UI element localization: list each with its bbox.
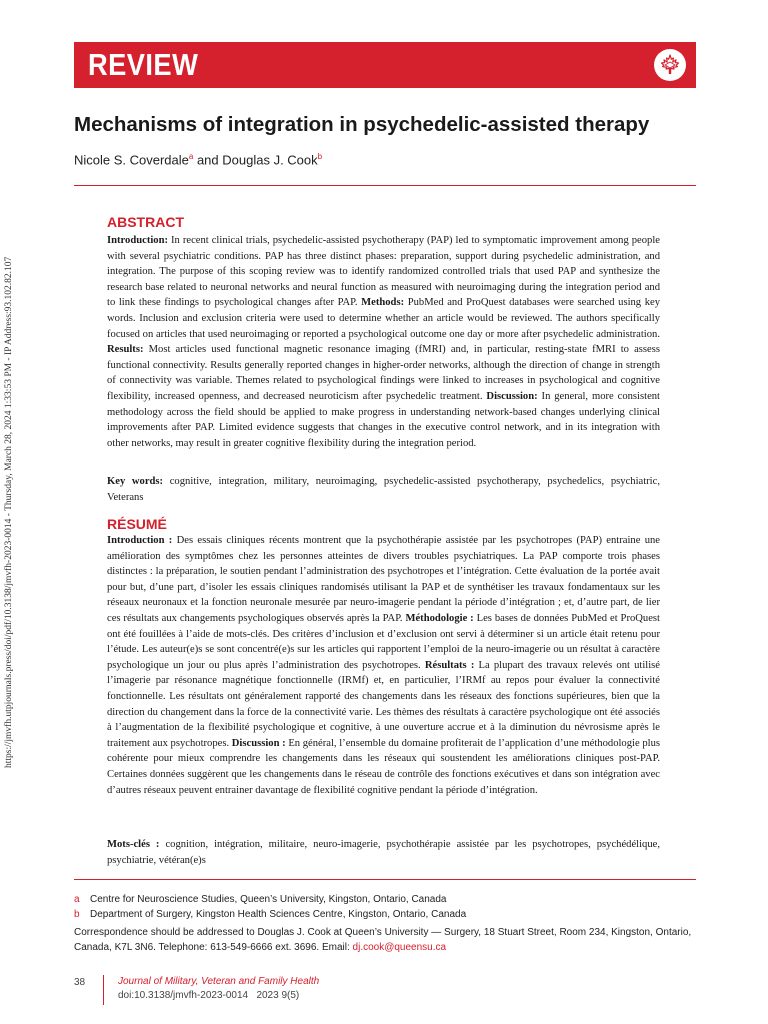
footnote-item [74, 908, 696, 923]
doi-line [118, 990, 299, 1001]
access-watermark: https://jmvfh.utpjournals.press/doi/pdf/10.3138/jmvfh-2023-0014 - Thursday, March 28, 2024 1:33:53 PM - IP Address:93.102.82.107 [4, 256, 14, 768]
motscles-text: cognition, intégration, militaire, neuro-imagerie, psychothérapie assistée par les psychotropes, psychédélique, psychiatrie, vétéran(e)s [107, 839, 660, 866]
resume-results-label: Résultats : [424, 659, 475, 671]
abstract-keywords [107, 474, 660, 505]
affiliation-mark: b [317, 152, 323, 161]
footnote-mark: b [74, 908, 80, 920]
abstract-discussion-text: In general, more consistent methodology across the field should be applied to make progress in understanding network-based changes underlying clinical improvements after PAP. Limited evidence suggests that changes in the executive control network, and in its integration with other networks, may result in greater cognitive flexibility during the integration period. [107, 390, 661, 449]
abstract-intro-label: Introduction: [107, 235, 169, 246]
keywords-text: cognitive, integration, military, neuroimaging, psychedelic-assisted psychotherapy, psychedelics, psychiatric, Veterans [107, 476, 660, 503]
abstract-discussion-label: Discussion: [486, 390, 538, 402]
footnotes [74, 893, 696, 955]
journal-name: Journal of Military, Veteran and Family Health [118, 976, 320, 987]
footnote-mark: a [74, 894, 80, 905]
resume-methods-label: Méthodologie : [405, 612, 474, 624]
author-joiner: and [193, 152, 223, 168]
resume-keywords [107, 837, 660, 868]
footnote-text: Centre for Neuroscience Studies, Queen’s University, Kingston, Ontario, Canada [90, 894, 447, 905]
footnote-text: Department of Surgery, Kingston Health Sciences Centre, Kingston, Ontario, Canada [90, 908, 467, 920]
doi[interactable]: doi:10.3138/jmvfh-2023-0014 [118, 990, 249, 1001]
motscles-label: Mots-clés : [107, 839, 160, 850]
resume-body [107, 533, 660, 798]
correspondence-note [74, 926, 696, 955]
resume-intro-text: Des essais cliniques récents montrent que la psychothérapie assistée par les psychotropes (PAP) entraine une amélioration des symptômes chez les personnes atteintes de divers troubles psychiatriques. La PAP comporte trois phases distinctes : la préparation, le soutien pendant l’administration des psychotropes et l’intégration. Cette évaluation de la portée avait pour but, d’une part, d’isoler les essais cliniques randomisés utilisant la PAP et de synthétiser les travaux fondamentaux sur les réseaux neuronaux et la fonction neuronale mesurée par neuro-imagerie pendant la période d’intégration ; et, d’autre part, de lier ces résultats aux changements psychologiques observés après la PAP. [107, 535, 660, 624]
author-line [74, 152, 322, 167]
resume-discussion-text: En général, l’ensemble du domaine profiterait de l’application d’une méthodologie plus cohérente pour mieux comprendre les changements dans les réseaux qui soustendent les améliorations cliniques post-PAP. Certaines données suggèrent que les changements dans le réseau de contrôle des fonctions exécutives et dans son intégration avec d’autres réseaux peuvent entrainer davantage de flexibilité cognitive pendant la période d’intégration. [107, 737, 660, 796]
abstract-heading: ABSTRACT [107, 214, 184, 230]
footnote-item [74, 893, 696, 908]
abstract-methods-text: PubMed and ProQuest databases were searched using key words. Inclusion and exclusion criteria were used to determine whether an article would be reviewed. The authors specifically focused on articles that used neuroimaging or reported a psychological outcome one day or more after psychedelic administration. [107, 297, 661, 340]
email-link[interactable]: dj.cook@queensu.ca [352, 941, 447, 953]
volume-issue: 2023 9(5) [256, 990, 300, 1001]
page-number: 38 [74, 977, 86, 988]
affiliation-mark: a [188, 152, 194, 161]
resume-intro-label: Introduction : [107, 535, 173, 546]
abstract-methods-label: Methods: [361, 297, 405, 309]
maple-leaf-icon [654, 49, 686, 81]
keywords-label: Key words: [107, 476, 164, 487]
footer-divider [103, 975, 104, 1005]
resume-methods-text: Les bases de données PubMed et ProQuest ont été fouillées à l’aide de mots-clés. Des critères d’inclusion et d’exclusion ont servi à déterminer si un article était retenu pour l’étude. Les auteur(e)s se sont concentré(e)s sur les articles qui rapportent l’emploi de la neuro-imagerie ou un résultat à caractère psychologique un jour ou plus après l’administration des psychotropes. [107, 612, 660, 671]
article-title: Mechanisms of integration in psychedelic-assisted therapy [74, 113, 650, 136]
resume-results-text: La plupart des travaux relevés ont utilisé l’imagerie par résonance magnétique fonctionnelle (IRMf) et, en particulier, l’IRMf au repos pour évaluer la connectivité fonctionnelle. Les résultats ont généralement rapporté des changements dans les réseaux des fonctions supérieures, bien que la direction du changement dans la force de la connectivité varie. Les thèmes des résultats à caractère psychologique ont été associés à l’augmentation de la flexibilité psychologique et cognitive, à une ouverture accrue et à la diminution du névrosisme après le traitement aux psychotropes. [107, 659, 660, 749]
review-banner [74, 42, 696, 88]
author-name: Douglas J. Cook [222, 152, 318, 168]
abstract-body [107, 233, 660, 451]
divider [74, 185, 696, 186]
resume-heading: RÉSUMÉ [107, 516, 167, 532]
abstract-results-text: Most articles used functional magnetic resonance imaging (fMRI) and, in particular, resting-state fMRI to assess functional connectivity. Results generally reported changes in higher-order networks, although the direction of change in strength of connectivity was variable. Themes related to psychological findings were linked to increases in psychological and cognitive flexibility, increased openness, and decreased neuroticism after psychedelic treatment. [107, 344, 660, 402]
section-label: REVIEW [88, 47, 199, 82]
resume-discussion-label: Discussion : [231, 737, 286, 749]
abstract-intro-text: In recent clinical trials, psychedelic-assisted psychotherapy (PAP) led to symptomatic improvement among people with several psychiatric conditions. PAP has three distinct phases: preparation, support during psychedelic administration, and integration. The purpose of this scoping review was to identify randomized controlled trials that used PAP and synthesize the research base related to neuronal networks and neural function as measured with neuroimaging during the integration period and to link these findings to psychological changes after PAP. [107, 235, 660, 309]
divider [74, 879, 696, 880]
author-name: Nicole S. Coverdale [74, 152, 189, 168]
correspondence-text: Correspondence should be addressed to Douglas J. Cook at Queen’s University — Surgery, 18 Stuart Street, Room 234, Kingston, Ontario, Canada, K7L 3N6. Telephone: 613-549-6666 ext. 3696. Email: [74, 927, 692, 953]
abstract-results-label: Results: [107, 344, 144, 356]
